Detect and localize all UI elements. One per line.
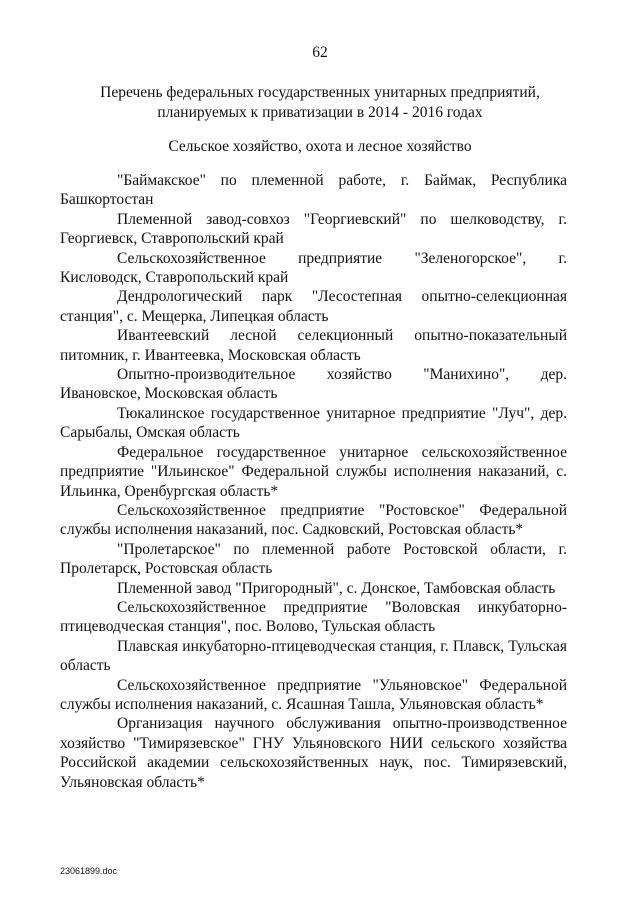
list-item: Опытно-производительное хозяйство "Манихино", дер. Ивановское, Московская область	[60, 366, 567, 403]
list-item: "Пролетарское" по племенной работе Ростовской области, г. Пролетарск, Ростовская область	[60, 540, 567, 578]
list-item: Сельскохозяйственное предприятие "Зеленогорское", г. Кисловодск, Ставропольский край	[60, 249, 567, 287]
document-title	[60, 83, 580, 123]
list-item: Плавская инкубаторно-птицеводческая станция, г. Плавск, Тульская область	[60, 637, 567, 675]
list-item: Федеральное государственное унитарное сельскохозяйственное предприятие "Ильинское" Федеральной службы исполнения наказаний, с. Ильинка, Оренбургская область*	[60, 443, 567, 500]
footer-filename: 23061899.doc	[60, 866, 118, 876]
list-item: Ивантеевский лесной селекционный опытно-показательный питомник, г. Ивантеевка, Московская область	[60, 327, 567, 364]
title-line-1: Перечень федеральных государственных унитарных предприятий,	[100, 84, 540, 101]
section-heading: Сельское хозяйство, охота и лесное хозяйство	[168, 138, 472, 155]
page-number: 62	[312, 44, 328, 61]
list-item: Сельскохозяйственное предприятие "Воловская инкубаторно-птицеводческая станция", пос. Волово, Тульская область	[60, 598, 567, 636]
list-item: Сельскохозяйственное предприятие "Ростовское" Федеральной службы исполнения наказаний, пос. Садковский, Ростовская область*	[60, 501, 567, 539]
list-item: Племенной завод-совхоз "Георгиевский" по шелководству, г. Георгиевск, Ставропольский край	[60, 210, 567, 248]
list-item: Дендрологический парк "Лесостепная опытно-селекционная станция", с. Мещерка, Липецкая область	[60, 288, 567, 325]
list-item: "Баймакское" по племенной работе, г. Баймак, Республика Башкортостан	[60, 172, 567, 209]
list-item: Организация научного обслуживания опытно-производственное хозяйство "Тимирязевское" ГНУ Ульяновского НИИ сельского хозяйства Российской академии сельскохозяйственных наук, пос. Тимирязевский, Ульяновская область*	[60, 715, 567, 791]
entry-list	[60, 171, 567, 792]
list-item: Сельскохозяйственное предприятие "Ульяновское" Федеральной службы исполнения наказаний, с. Ясашная Ташла, Ульяновская область*	[60, 676, 567, 713]
title-line-2: планируемых к приватизации в 2014 - 2016 годах	[157, 104, 483, 121]
list-item: Тюкалинское государственное унитарное предприятие "Луч", дер. Сарыбалы, Омская область	[60, 404, 567, 442]
list-item: Племенной завод "Пригородный", с. Донское, Тамбовская область	[117, 579, 556, 597]
